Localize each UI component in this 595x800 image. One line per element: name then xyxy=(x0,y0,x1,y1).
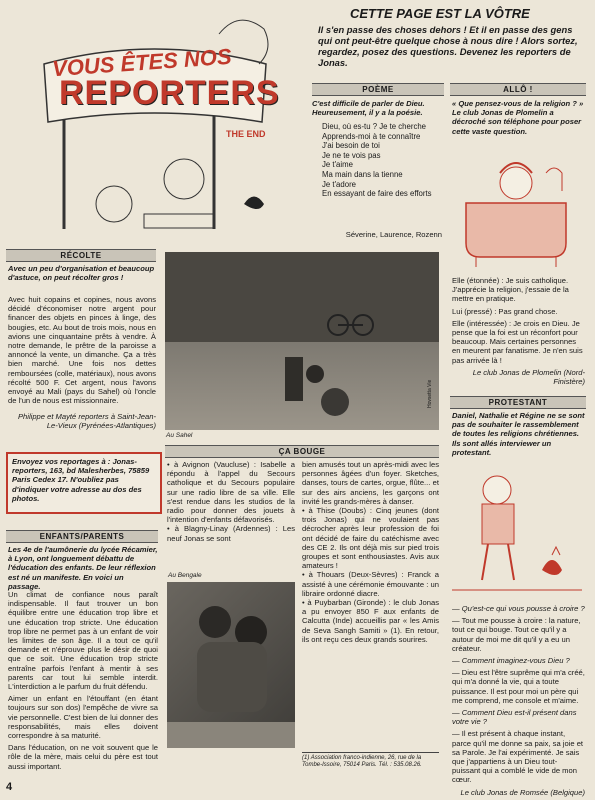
logo-line2: REPORTERS xyxy=(59,74,280,112)
allo-header: ALLÔ ! xyxy=(450,83,586,96)
recolte-signature: Philippe et Mayté reporters à Saint-Jean-Le-Vieux (Pyrénées-Atlantiques) xyxy=(17,412,156,431)
protestant-signature: Le club Jonas de Romsée (Belgique) xyxy=(460,787,585,797)
protestant-intro: Daniel, Nathalie et Régine ne se sont pas de souhaiter le rassemblement de toutes les religions chrétiennes. Ils sont allés interviewer un protestant. xyxy=(452,411,585,457)
protestant-illustration xyxy=(452,460,582,600)
enfants-header: ENFANTS/PARENTS xyxy=(6,530,158,543)
poem-line: Je ne te vois pas xyxy=(322,150,381,160)
cabouge-header: ÇA BOUGE xyxy=(165,445,439,458)
poem-line: Ma main dans la tienne xyxy=(322,169,403,179)
enfants-intro: Les 4e de l'aumônerie du lycée Récamier, à Lyon, ont longuement débattu de l'éducation des enfants. De leur réflexion est né un manifeste. En voici un passage. xyxy=(8,545,158,591)
protestant-header: PROTESTANT xyxy=(450,396,586,409)
recolte-intro: Avec un peu d'organisation et beaucoup d'astuce, on peut récolter gros ! xyxy=(8,264,155,283)
sahel-credit: Hovsetta Vie xyxy=(427,379,433,408)
allo-intro: « Que pensez-vous de la religion ? » Le club Jonas de Plomelin a décroché son téléphone pour poser cette vaste question. xyxy=(452,99,584,136)
bathtub-drawing-icon xyxy=(456,143,578,271)
reporters-logo xyxy=(4,4,304,242)
protestant-q2: — Comment imaginez-vous Dieu ? xyxy=(452,656,570,666)
logo-sign: THE END xyxy=(226,129,266,139)
protestant-body xyxy=(452,604,585,800)
poem-line: J'ai besoin de toi xyxy=(322,141,380,151)
protestant-q3: — Comment Dieu est-il présent dans votre vie ? xyxy=(452,708,577,727)
sahel-photo xyxy=(165,252,439,430)
cabouge-footnote: (1) Association franco-indienne, 26, rue de la Tombe-Issoire, 75014 Paris. Tél. : 535.08.26. xyxy=(302,752,439,769)
envoyez-text: Envoyez vos reportages à : Jonas-reporters, 163, bd Malesherbes, 75859 Paris Cedex 17. N'oubliez pas d'indiquer votre adresse au dos des photos. xyxy=(12,457,150,503)
page-number: 4 xyxy=(6,781,13,793)
poem-line: Dieu, où es-tu ? Je te cherche xyxy=(322,122,427,131)
allo-body xyxy=(452,276,585,389)
protestant-a2: — Dieu est l'être suprême qui m'a créé, qui m'a donné la vie, qui a toute puissance. Il est pour moi un père qui me comprend, me console et m'aime. xyxy=(452,668,585,705)
protestant-cartoon-icon xyxy=(452,460,582,600)
page-intro: Il s'en passe des choses dehors ! Et il en passe des gens qui ont peut-être quelque chose à nous dire ! Alors sortez, regardez, posez des questions. Devenez les reporters de Jonas. xyxy=(318,24,578,68)
page-title: CETTE PAGE EST LA VÔTRE xyxy=(350,6,530,21)
enfants-body xyxy=(8,590,158,774)
enfants-p1: Un climat de confiance nous paraît indispensable. Il faut trouver un bon équilibre entre une éducation trop libre et une éducation trop stricte. Une éducation trop libre ne permet pas à un enfant de voir les limites de son âge. Il a tout ce qu'il demande et n'éprouve plus le désir de quoi que ce soit. Une éducation trop stricte entraîne parfois l'enfant à mentir à ses parents car tout lui semble interdit. L'interdiction a le parfum du fruit défendu. xyxy=(8,590,158,692)
poeme-lines xyxy=(322,122,444,199)
poem-line: Je t'adore xyxy=(322,179,356,189)
sahel-caption: Au Sahel xyxy=(166,432,193,439)
allo-illustration xyxy=(456,143,578,271)
allo-signature: Le club Jonas de Plomelin (Nord-Finistère) xyxy=(472,367,585,387)
envoyez-box xyxy=(6,452,162,514)
protestant-a1: — Tout me pousse à croire : la nature, tout ce qui bouge. Tout ce qu'il y a autour de moi me dit qu'il y a eu un créateur. xyxy=(452,616,581,653)
poeme-signature: Séverine, Laurence, Rozenn xyxy=(345,230,442,239)
protestant-a3: — Il est présent à chaque instant, parce qu'il me donne sa paix, sa joie et sa Parole. Je l'ai expérimenté. Je sais que j'appartiens à un Dieu tout-puissant qui a comblé le vide de mon cœur. xyxy=(452,729,584,785)
bengale-photo xyxy=(167,582,295,748)
poem-line: Je t'aime xyxy=(322,160,353,170)
logo-line1: VOUS ÊTES NOS xyxy=(51,43,233,82)
recolte-body: Avec huit copains et copines, nous avons décidé d'économiser notre argent pour financer des objets en pinces à linge, des bougies, etc. Au bout de trois mois, nous en avions une cinquantaine prêts à vendre. À notre demande, le prêtre de la paroisse a annoncé la vente, un dimanche. Ça a très bien marché. Une fois nos dettes remboursées (colle, matériaux), nous avons récolté 500 F. Cet argent, nous l'avons envoyé au Mali (pays du Sahel) où l'oncle de l'un de nous est missionnaire. xyxy=(8,295,156,406)
cartoon-illustration xyxy=(4,4,304,242)
enfants-p2: Aimer un enfant en l'étouffant (en étant toujours sur son dos) l'empêche de vivre sa vie personnelle. C'est bien de lui donner des responsabilités, mais elles doivent correspondre à sa maturité. xyxy=(8,694,158,741)
bengale-caption: Au Bengale xyxy=(168,572,202,579)
recolte-header: RÉCOLTE xyxy=(6,249,156,262)
protestant-q1: — Qu'est-ce qui vous pousse à croire ? xyxy=(452,604,585,613)
poem-line: Apprends-moi à te connaître xyxy=(322,131,421,141)
poeme-header: POÈME xyxy=(312,83,444,96)
cabouge-col2: bien amusés tout un après-midi avec les personnes âgées d'un foyer. Sketches, danses, tours de cartes, orgue, flûte... et sur des airs anciens, les garçons ont invité les grands-mères à danser. • à Thise (Doubs) : Cinq jeunes (dont trois Jonas) qui ne voulaient pas décrocher après leur profession de foi ont décidé de faire du catéchisme avec des CE 2. Ils ont déjà mis sur pied trois groupes et sont enthousiastes. Avis aux amateurs ! • à Thouars (Deux-Sèvres) : Franck a assisté à une cérémonie émouvante : un libraire ordonné diacre. • à Puybarban (Gironde) : le club Jonas a pu envoyer 850 F aux enfants de Calcutta (Inde) accueillis par « les Amis de Seva Sangh Samiti » (1). En retour, ils ont reçu ces deux grands sourires. xyxy=(302,460,439,644)
poem-line: En essayant de faire des efforts xyxy=(322,189,432,199)
allo-p1: Elle (étonnée) : Je suis catholique. J'apprécie la religion, j'essaie de la mettre en pratique. xyxy=(452,276,569,304)
poeme-intro: C'est difficile de parler de Dieu. Heureusement, il y a la poésie. xyxy=(312,99,425,118)
allo-p2: Lui (pressé) : Pas grand chose. xyxy=(452,306,558,316)
enfants-p3: Dans l'éducation, on ne voit souvent que le rôle de la mère, mais celui du père est tout aussi important. xyxy=(8,743,158,771)
cabouge-col1: • à Avignon (Vaucluse) : Isabelle a répondu à l'appel du Secours catholique et du Secours populaire sur une radio libre de sa ville. Elle s'est rendue dans les studios de la radio pour donner des jouets à l'intention d'enfants défavorisés. • à Blagny-Linay (Ardennes) : Les neuf Jonas se sont xyxy=(167,460,295,543)
allo-p3: Elle (intéressée) : Je crois en Dieu. Je pense que la foi est un réconfort pour beaucoup. Mais certaines personnes en meurent par fanatisme. Je n'en suis pas arrivée là ! xyxy=(452,318,583,365)
